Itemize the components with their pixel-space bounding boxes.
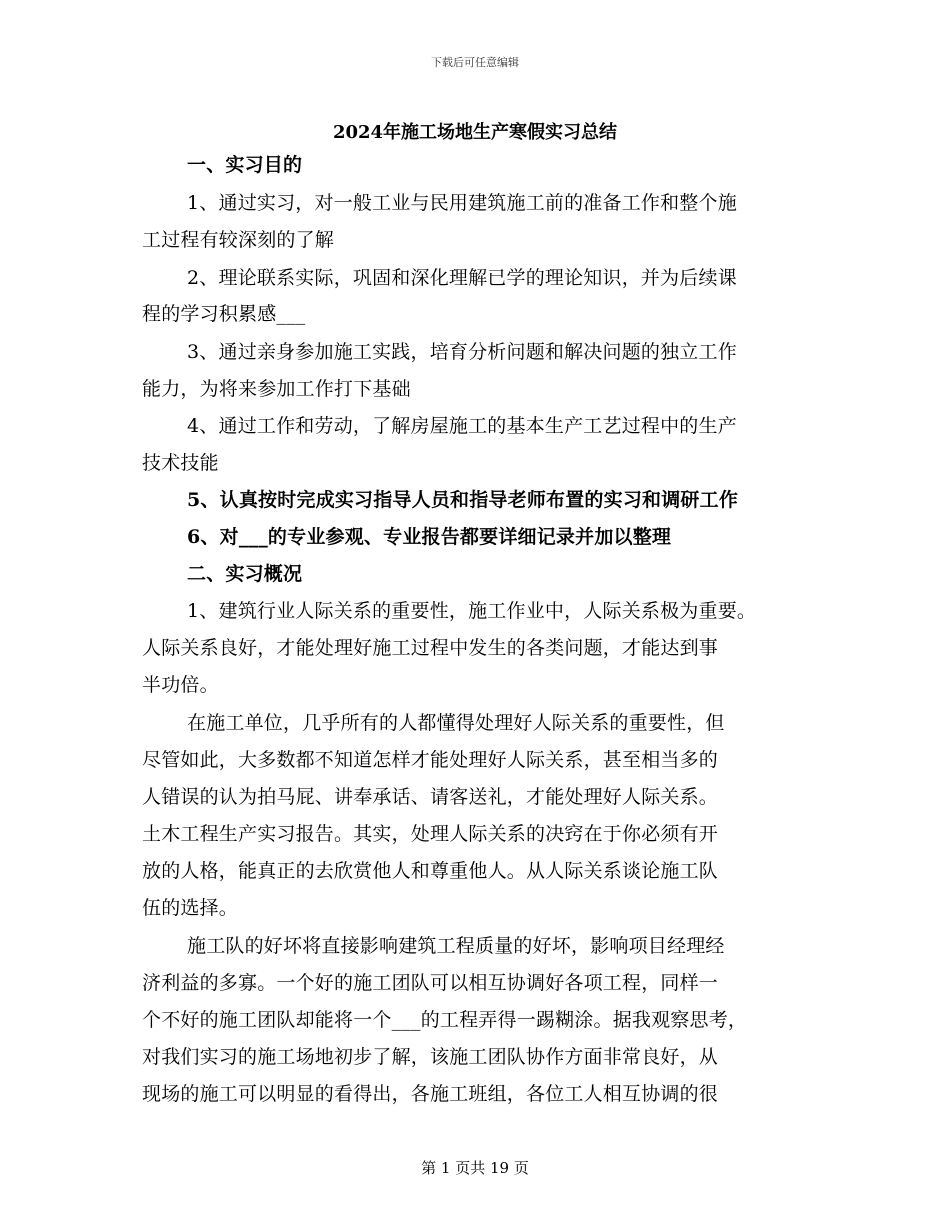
section-heading: 二、实习概况 bbox=[187, 563, 303, 585]
paragraph-line: 4、通过工作和劳动，了解房屋施工的基本生产工艺过程中的生产 bbox=[187, 415, 737, 437]
paragraph-line: 土木工程生产实习报告。其实，处理人际关系的决窍在于你必须有开 bbox=[142, 823, 719, 845]
paragraph-line: 人际关系良好，才能处理好施工过程中发生的各类问题，才能达到事 bbox=[142, 637, 719, 659]
paragraph-line: 3、通过亲身参加施工实践，培育分析问题和解决问题的独立工作 bbox=[187, 341, 737, 363]
paragraph-line: 1、建筑行业人际关系的重要性，施工作业中，人际关系极为重要。 bbox=[187, 600, 757, 622]
paragraph-line: 尽管如此，大多数都不知道怎样才能处理好人际关系，甚至相当多的 bbox=[142, 749, 719, 771]
paragraph-line: 技术技能 bbox=[142, 452, 219, 474]
paragraph-line: 工过程有较深刻的了解 bbox=[142, 229, 335, 251]
section-heading: 一、实习目的 bbox=[187, 154, 303, 176]
paragraph-line: 程的学习积累感___ bbox=[142, 303, 306, 325]
paragraph-line: 济利益的多寡。一个好的施工团队可以相互协调好各项工程，同样一 bbox=[142, 972, 719, 994]
paragraph-line: 6、对___的专业参观、专业报告都要详细记录并加以整理 bbox=[187, 526, 672, 548]
paragraph-line: 在施工单位，几乎所有的人都懂得处理好人际关系的重要性，但 bbox=[187, 712, 725, 734]
paragraph-line: 现场的施工可以明显的看得出，各施工班组，各位工人相互协调的很 bbox=[142, 1083, 719, 1105]
paragraph-line: 施工队的好坏将直接影响建筑工程质量的好坏，影响项目经理经 bbox=[187, 935, 725, 957]
paragraph-line: 对我们实习的施工场地初步了解，该施工团队协作方面非常良好，从 bbox=[142, 1046, 719, 1068]
paragraph-line: 1、通过实习，对一般工业与民用建筑施工前的准备工作和整个施 bbox=[187, 192, 737, 214]
document-title: 2024年施工场地生产寒假实习总结 bbox=[332, 122, 618, 143]
page-header: 下载后可任意编辑 bbox=[431, 56, 519, 69]
paragraph-line: 个不好的施工团队却能将一个___的工程弄得一踢糊涂。据我观察思考， bbox=[142, 1009, 748, 1031]
paragraph-line: 半功倍。 bbox=[142, 674, 219, 696]
paragraph-line: 2、理论联系实际，巩固和深化理解已学的理论知识，并为后续课 bbox=[187, 267, 737, 289]
paragraph-line: 放的人格，能真正的去欣赏他人和尊重他人。从人际关系谈论施工队 bbox=[142, 860, 719, 882]
paragraph-line: 能力，为将来参加工作打下基础 bbox=[142, 378, 411, 400]
paragraph-line: 5、认真按时完成实习指导人员和指导老师布置的实习和调研工作 bbox=[187, 489, 739, 511]
page-number: 第 1 页共 19 页 bbox=[421, 1159, 529, 1177]
paragraph-line: 伍的选择。 bbox=[142, 897, 239, 919]
paragraph-line: 人错误的认为拍马屁、讲奉承话、请客送礼，才能处理好人际关系。 bbox=[142, 786, 719, 808]
